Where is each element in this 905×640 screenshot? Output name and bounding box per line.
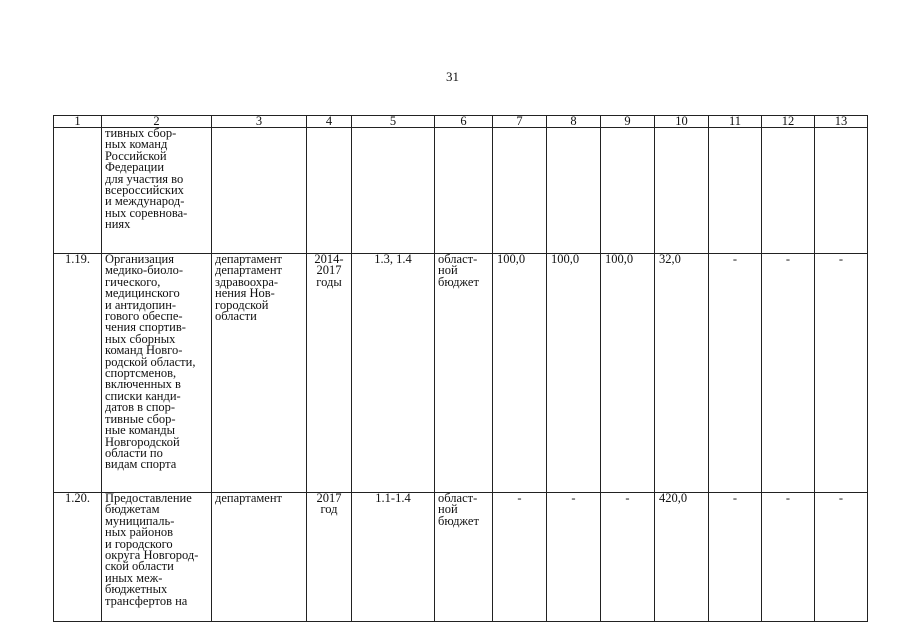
- cell-executor: [212, 128, 307, 254]
- page-number: 31: [446, 69, 459, 84]
- cell-source: област- ной бюджет: [435, 254, 493, 493]
- table-row: [54, 254, 868, 493]
- cell-name: Предоставление бюджетам муниципаль- ных районов и городского округа Новгород- ской области иных меж- бюджетных трансфертов на: [102, 493, 212, 622]
- cell-value: 100,0: [601, 254, 655, 493]
- column-header: 6: [435, 116, 493, 128]
- column-header: 4: [307, 116, 352, 128]
- cell-value: -: [709, 254, 762, 493]
- cell-targets: 1.1-1.4: [352, 493, 435, 622]
- cell-value: 100,0: [547, 254, 601, 493]
- cell-id: 1.19.: [54, 254, 102, 493]
- cell-value: -: [815, 493, 868, 622]
- column-header: 13: [815, 116, 868, 128]
- cell-period: 2017 год: [307, 493, 352, 622]
- column-header: 1: [54, 116, 102, 128]
- cell-value: -: [547, 493, 601, 622]
- cell-value: -: [493, 493, 547, 622]
- cell-value: [547, 128, 601, 254]
- cell-value: -: [709, 493, 762, 622]
- column-header: 5: [352, 116, 435, 128]
- cell-value: [815, 128, 868, 254]
- cell-period: 2014- 2017 годы: [307, 254, 352, 493]
- cell-value: [709, 128, 762, 254]
- cell-period: [307, 128, 352, 254]
- column-header: 10: [655, 116, 709, 128]
- cell-value: -: [762, 254, 815, 493]
- cell-source: област- ной бюджет: [435, 493, 493, 622]
- budget-table: [53, 115, 868, 622]
- cell-value: [655, 128, 709, 254]
- cell-value: -: [815, 254, 868, 493]
- cell-id: 1.20.: [54, 493, 102, 622]
- cell-targets: 1.3, 1.4: [352, 254, 435, 493]
- cell-source: [435, 128, 493, 254]
- cell-value: [762, 128, 815, 254]
- column-header: 9: [601, 116, 655, 128]
- table-row: [54, 493, 868, 622]
- cell-executor: департамент: [212, 493, 307, 622]
- column-header: 3: [212, 116, 307, 128]
- cell-value: [601, 128, 655, 254]
- cell-name: тивных сбор- ных команд Российской Федерации для участия во всероссийских и международ- ных соревнова- ниях: [102, 128, 212, 254]
- column-header: 2: [102, 116, 212, 128]
- cell-name: Организация медико-биоло- гического, медицинского и антидопин- гового обеспе- чения спортив- ных сборных команд Новго- родской области, спортсменов, включенных в списки канди- датов в спор- тивные сбор- ные команды Новгородской области по видам спорта: [102, 254, 212, 493]
- cell-value: 420,0: [655, 493, 709, 622]
- cell-executor: департамент департамент здравоохра- нения Нов- городской области: [212, 254, 307, 493]
- cell-value: [493, 128, 547, 254]
- table-row: [54, 128, 868, 254]
- cell-value: 32,0: [655, 254, 709, 493]
- cell-value: 100,0: [493, 254, 547, 493]
- cell-id: [54, 128, 102, 254]
- column-header: 12: [762, 116, 815, 128]
- column-header: 11: [709, 116, 762, 128]
- cell-targets: [352, 128, 435, 254]
- column-header: 7: [493, 116, 547, 128]
- column-header: 8: [547, 116, 601, 128]
- cell-value: -: [762, 493, 815, 622]
- cell-value: -: [601, 493, 655, 622]
